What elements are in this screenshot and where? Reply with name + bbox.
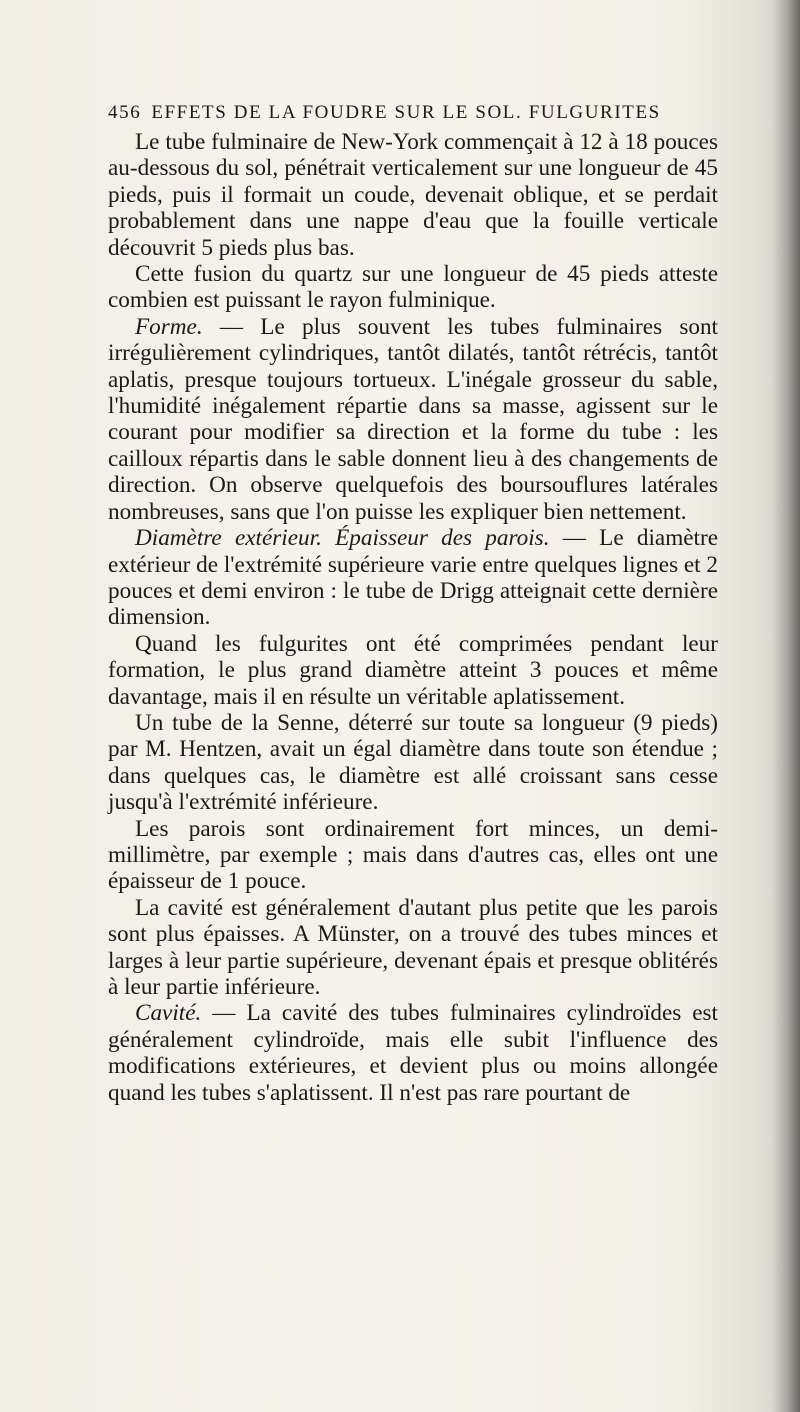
paragraph: Cavité. — La cavité des tubes fulminaires cylindroïdes est généralement cylindroïde, mais elle subit l'influence des modifications extérieures, et devient plus ou moins allongée quand les tubes s'aplatissent. Il n'est pas rare pourtant de (108, 1000, 718, 1106)
page-edge-shadow (772, 0, 800, 1412)
running-title: EFFETS DE LA FOUDRE SUR LE SOL. FULGURITES (151, 102, 661, 123)
paragraph: Les parois sont ordinairement fort minces, un demi-millimètre, par exemple ; mais dans d'autres cas, elles ont une épaisseur de 1 pouce. (108, 815, 718, 895)
body-text (108, 129, 718, 1106)
running-header (108, 102, 718, 124)
paragraph: Quand les fulgurites ont été comprimées pendant leur formation, le plus grand diamètre atteint 3 pouces et même davantage, mais il en résulte un véritable aplatissement. (108, 630, 718, 710)
paragraph: Diamètre extérieur. Épaisseur des parois. — Le diamètre extérieur de l'extrémité supérieure varie entre quelques lignes et 2 pouces et demi environ : le tube de Drigg atteignait cette dernière dimension. (108, 525, 719, 631)
paragraph: Le tube fulminaire de New-York commençait à 12 à 18 pouces au-dessous du sol, pénétrait verticalement sur une longueur de 45 pieds, puis il formait un coude, devenait oblique, et se perdait probablement dans une nappe d'eau que la fouille verticale découvrit 5 pieds plus bas. (108, 129, 718, 261)
page-number: 456 (108, 102, 142, 123)
paragraph: Cette fusion du quartz sur une longueur de 45 pieds atteste combien est puissant le rayon fulminique. (108, 261, 718, 314)
section-heading-diametre: Diamètre extérieur. Épaisseur des parois. (135, 525, 550, 552)
paragraph: Forme. — Le plus souvent les tubes fulminaires sont irrégulièrement cylindriques, tantôt dilatés, tantôt rétrécis, tantôt aplatis, presque toujours tortueux. L'inégale grosseur du sable, l'humidité inégalement répartie dans sa masse, agissent sur le courant pour modifier sa direction et la forme du tube : les cailloux répartis dans le sable donnent lieu à des changements de direction. On observe quelquefois des boursouflures latérales nombreuses, sans que l'on puisse les expliquer bien nettement. (108, 313, 718, 525)
section-heading-cavite: Cavité. (135, 1000, 202, 1027)
section-heading-forme: Forme. (135, 313, 203, 340)
paragraph: Un tube de la Senne, déterré sur toute sa longueur (9 pieds) par M. Hentzen, avait un égal diamètre dans toute son étendue ; dans quelques cas, le diamètre est allé croissant sans cesse jusqu'à l'extrémité inférieure. (108, 709, 718, 816)
paragraph: La cavité est généralement d'autant plus petite que les parois sont plus épaisses. A Münster, on a trouvé des tubes minces et larges à leur partie supérieure, devenant épais et presque oblitérés à leur partie inférieure. (108, 894, 718, 1000)
